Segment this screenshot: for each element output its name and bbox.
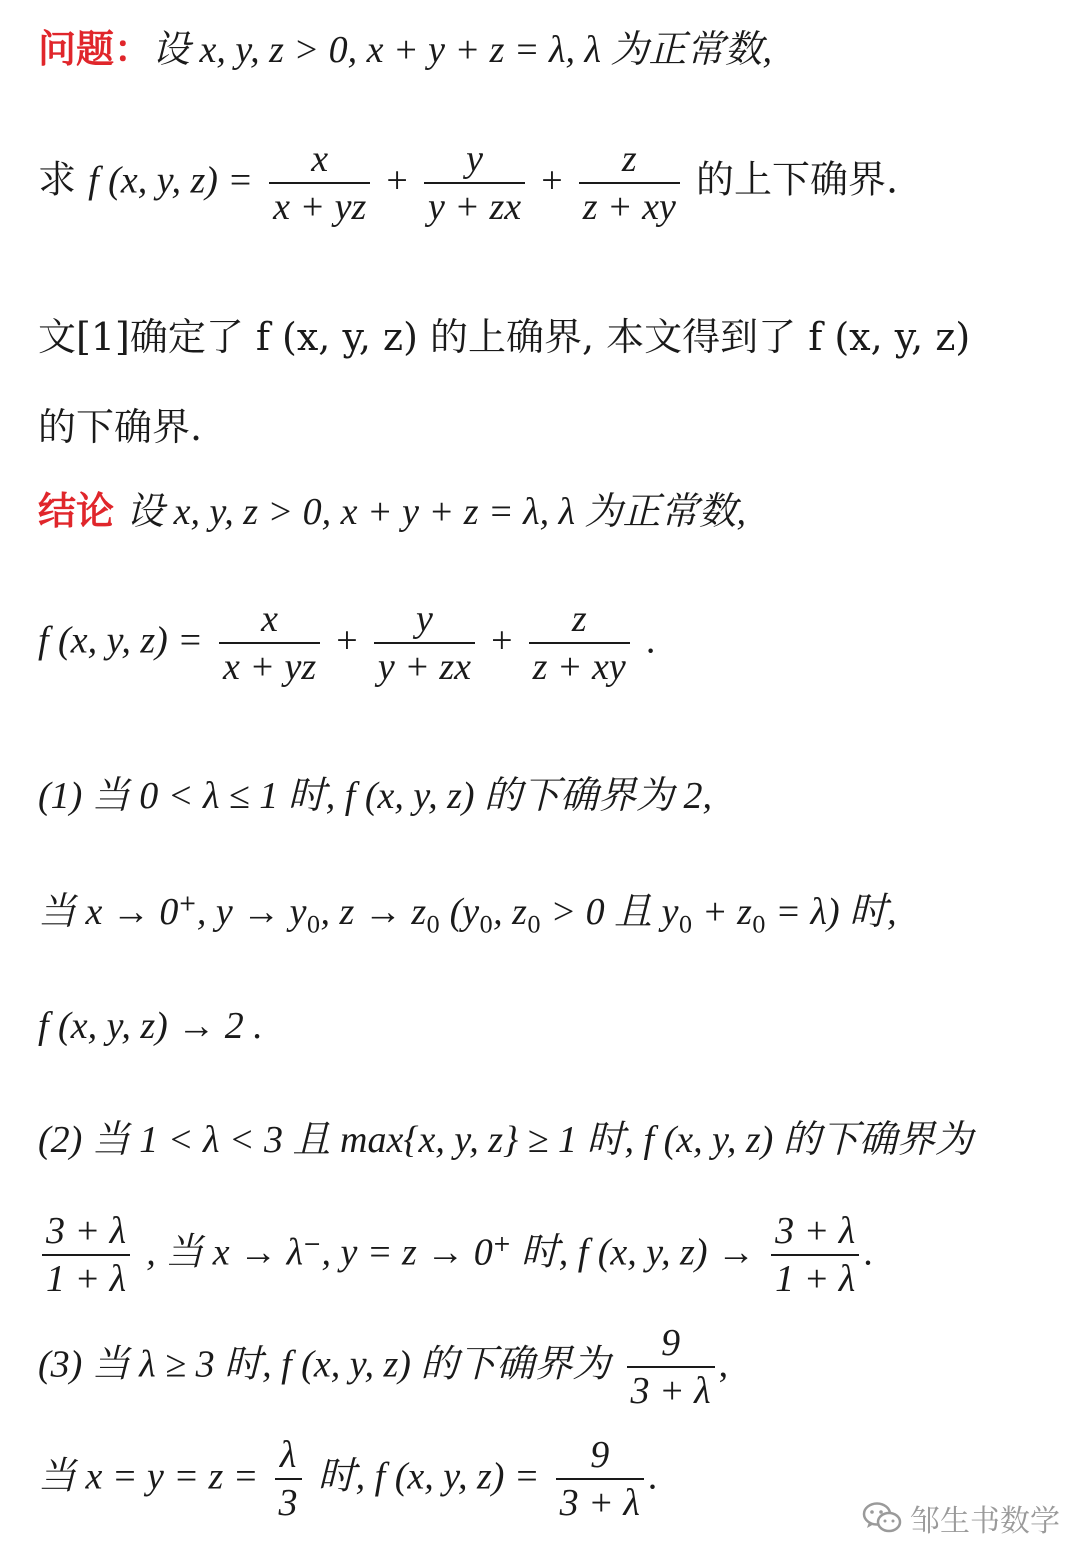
fraction-term-2 [424,140,525,226]
fraction-bar [556,1478,644,1480]
subscript-zero: 0 [306,913,321,939]
case-1-statement: (1) 当 0 < λ ≤ 1 时, f (x, y, z) 的下确界为 2, [38,775,713,817]
fraction-denominator: z + xy [532,646,626,688]
case-2-limit-x: , 当 x → λ [146,1231,304,1274]
conclusion-line [38,489,747,533]
fraction-bar [219,642,320,644]
case-1-line-3 [38,1006,263,1045]
limit-x: 当 x → 0 [38,891,179,933]
case-2-fraction-result [771,1212,859,1298]
fraction-denominator: 1 + λ [775,1258,856,1300]
plus-sign: + [491,619,513,662]
period: . [863,1231,873,1274]
fraction-bar [374,642,475,644]
conclusion-statement: 设 x, y, z > 0, x + y + z = λ, λ 为正常数, [126,491,747,533]
fraction-term-3 [579,140,680,226]
fraction-denominator: x + yz [273,186,367,228]
reference-line-2 [38,405,203,449]
subscript-zero: 0 [426,913,441,939]
subscript-zero: 0 [526,913,541,939]
condition-close: = λ) 时, [765,891,897,933]
case-2-statement: (2) 当 1 < λ < 3 且 max{x, y, z} ≥ 1 时, f (x, y, z) 的下确界为 [38,1119,973,1161]
problem-label: 问题： [38,27,153,71]
wechat-icon [862,1501,902,1535]
fraction-denominator: z + xy [582,186,676,228]
problem-line [38,27,772,71]
fraction-term-2 [374,600,475,686]
fraction-numerator: 3 + λ [775,1210,856,1252]
fraction-bar [269,182,370,184]
fraction-bar [275,1478,302,1480]
function-lhs: f (x, y, z) = [88,159,254,202]
fraction-denominator: x + yz [223,646,317,688]
fraction-term-1 [219,600,320,686]
case-2-line-1 [38,1120,973,1159]
fraction-numerator: λ [279,1434,297,1476]
plus-sign: + [386,159,408,202]
period: . [645,619,656,662]
superscript-minus: − [303,1231,322,1257]
reference-line [38,315,971,359]
case-3-value: 时, f (x, y, z) = [317,1455,540,1498]
case-3-statement: (3) 当 λ ≥ 3 时, f (x, y, z) 的下确界为 [38,1343,611,1386]
ask-prefix: 求 [38,157,77,202]
condition-open: (y [440,891,480,933]
fraction-denominator: 3 + λ [559,1482,640,1524]
ask-line [38,140,898,226]
period: . [647,1455,658,1498]
case-1-limit: f (x, y, z) → 2 . [38,1005,263,1047]
case-3-line-1 [38,1324,728,1410]
superscript-plus: + [492,1231,512,1257]
fraction-denominator: 3 [278,1482,298,1524]
fraction-numerator: 9 [590,1434,610,1476]
superscript-plus: + [178,891,197,917]
case-2-line-2 [38,1212,873,1298]
fraction-bar [42,1254,130,1256]
fraction-term-3 [529,600,630,686]
plus-sign: + [541,159,563,202]
fraction-bar [771,1254,859,1256]
subscript-zero: 0 [479,913,494,939]
fraction-numerator: 9 [661,1322,681,1364]
watermark [862,1496,1060,1540]
case-3-line-2 [38,1436,657,1522]
reference-text: 文[1]确定了 f (x, y, z) 的上确界, 本文得到了 f (x, y, z) [38,315,971,359]
function-lhs: f (x, y, z) = [38,619,203,662]
problem-statement: 设 x, y, z > 0, x + y + z = λ, λ 为正常数, [152,29,772,71]
case-2-fraction [42,1212,130,1298]
reference-text-2: 的下确界. [38,405,203,449]
fraction-numerator: z [571,598,587,640]
case-3-fraction-result [556,1436,644,1522]
plus-sign: + [336,619,358,662]
fraction-bar [529,642,630,644]
condition-positive: > 0 且 y [540,891,679,933]
limit-y: , y → y [196,891,307,933]
fraction-numerator: y [415,598,433,640]
case-2-limit-f: 时, f (x, y, z) → [511,1231,755,1274]
fraction-bar [627,1366,715,1368]
conclusion-label: 结论 [38,489,115,533]
function-definition [38,600,655,686]
subscript-zero: 0 [678,913,693,939]
fraction-bar [579,182,680,184]
fraction-bar [424,182,525,184]
fraction-numerator: 3 + λ [46,1210,127,1252]
fraction-denominator: y + zx [427,186,522,228]
case-1-line-1 [38,776,712,815]
comma: , [718,1343,729,1386]
case-3-fraction [627,1324,715,1410]
subscript-zero: 0 [751,913,766,939]
fraction-numerator: z [621,138,637,180]
fraction-term-1 [269,140,370,226]
case-2-limit-yz: , y = z → 0 [321,1231,493,1274]
fraction-numerator: x [311,138,329,180]
case-1-line-2 [38,892,897,938]
case-3-equal: 当 x = y = z = [38,1455,259,1498]
fraction-numerator: x [261,598,279,640]
ask-suffix: 的上下确界. [696,157,899,202]
fraction-denominator: 3 + λ [630,1370,711,1412]
fraction-numerator: y [466,138,483,180]
fraction-denominator: y + zx [377,646,471,688]
condition-z: , z [493,891,527,933]
watermark-text: 邹生书数学 [910,1504,1060,1539]
lambda-over-3-fraction [275,1436,302,1522]
fraction-denominator: 1 + λ [46,1258,127,1300]
condition-sum: + z [692,891,752,933]
limit-z: , z → z [320,891,427,933]
